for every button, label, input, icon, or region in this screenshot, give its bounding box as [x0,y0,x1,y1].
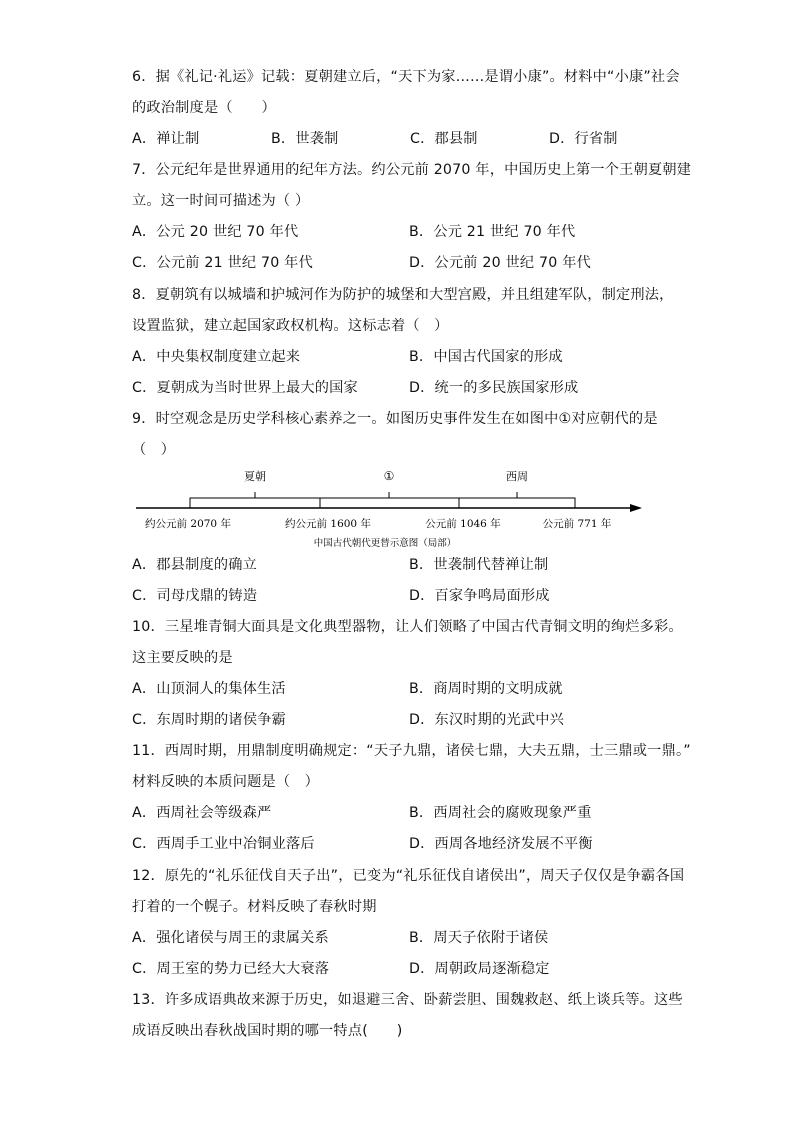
question-6-text: 6．据《礼记·礼运》记载：夏朝建立后，“天下为家……是谓小康”。材料中“小康”社会 [132,69,680,85]
q11-option-d: D．西周各地经济发展不平衡 [409,836,593,852]
q6-option-a: A．禅让制 [132,131,200,147]
q9-option-d: D．百家争鸣局面形成 [409,588,550,604]
q7-option-d: D．公元前 20 世纪 70 年代 [409,255,591,271]
q8-option-c: C．夏朝成为当时世界上最大的国家 [132,380,358,396]
q11-option-c: C．西周手工业中冶铜业落后 [132,836,315,852]
q8-option-a: A．中央集权制度建立起来 [132,349,301,365]
question-11-text-cont: 材料反映的本质问题是（ ） [132,774,320,790]
question-9-text: 9．时空观念是历史学科核心素养之一。如图历史事件发生在如图中①对应朝代的是 [132,411,658,427]
question-10-text: 10．三星堆青铜大面具是文化典型器物，让人们领略了中国古代青铜文明的绚烂多彩。 [132,619,683,635]
brace-1 [320,492,459,508]
q10-option-a: A．山顶洞人的集体生活 [132,681,286,697]
q6-option-c: C．郡县制 [410,131,478,147]
question-8-text-cont: 设置监狱，建立起国家政权机构。这标志着（ ） [132,318,449,334]
segment-label-xia: 夏朝 [244,470,266,483]
q11-option-b: B．西周社会的腐败现象严重 [409,805,592,821]
timeline-arrow-icon [630,504,642,512]
timeline-svg [130,460,660,555]
q10-option-b: B．商周时期的文明成就 [409,681,563,697]
q11-option-a: A．西周社会等级森严 [132,805,272,821]
tick-label-2070bc: 约公元前 2070 年 [145,518,231,530]
tick-label-1046bc: 公元前 1046 年 [425,518,501,530]
question-6-text-cont: 的政治制度是（ ） [132,100,276,116]
q7-option-b: B．公元 21 世纪 70 年代 [409,224,576,240]
dynasty-timeline-figure [130,460,660,555]
question-10-text-cont: 这主要反映的是 [132,650,233,666]
q12-option-d: D．周朝政局逐渐稳定 [409,961,550,977]
question-12-text-cont: 打着的一个幌子。材料反映了春秋时期 [132,899,377,915]
q10-option-d: D．东汉时期的光武中兴 [409,712,565,728]
q8-option-b: B．中国古代国家的形成 [409,349,563,365]
q12-option-b: B．周天子依附于诸侯 [409,930,549,946]
question-7-text: 7．公元纪年是世界通用的纪年方法。约公元前 2070 年，中国历史上第一个王朝夏朝建 [132,162,692,178]
q6-option-b: B．世袭制 [271,131,339,147]
q7-option-c: C．公元前 21 世纪 70 年代 [132,255,313,271]
question-13-text-cont: 成语反映出春秋战国时期的哪一特点( ) [132,1023,403,1039]
brace-western-zhou [459,492,575,508]
brace-xia [190,492,320,508]
question-11-text: 11．西周时期，用鼎制度明确规定：“天子九鼎，诸侯七鼎，大夫五鼎，士三鼎或一鼎。” [132,743,691,759]
q10-option-c: C．东周时期的诸侯争霸 [132,712,286,728]
q9-option-c: C．司母戊鼎的铸造 [132,588,258,604]
question-9-text-cont: （ ） [132,442,176,458]
q8-option-d: D．统一的多民族国家形成 [409,380,579,396]
question-7-text-cont: 立。这一时间可描述为（ ） [132,193,310,209]
q12-option-a: A．强化诸侯与周王的隶属关系 [132,930,329,946]
q12-option-c: C．周王室的势力已经大大衰落 [132,961,330,977]
segment-label-1: ① [383,469,395,483]
q6-option-d: D．行省制 [549,131,618,147]
timeline-caption: 中国古代朝代更替示意图（局部） [313,538,457,549]
q7-option-a: A．公元 20 世纪 70 年代 [132,224,299,240]
tick-label-771bc: 公元前 771 年 [542,518,612,530]
question-8-text: 8．夏朝筑有以城墙和护城河作为防护的城堡和大型宫殿，并且组建军队，制定刑法， [132,287,674,303]
q9-option-a: A．郡县制度的确立 [132,557,258,573]
q9-option-b: B．世袭制代替禅让制 [409,557,549,573]
tick-label-1600bc: 约公元前 1600 年 [285,518,371,530]
question-13-text: 13．许多成语典故来源于历史，如退避三舍、卧薪尝胆、围魏救赵、纸上谈兵等。这些 [132,992,683,1008]
question-12-text: 12．原先的“礼乐征伐自天子出”，已变为“礼乐征伐自诸侯出”，周天子仅仅是争霸各国 [132,868,685,884]
segment-label-western-zhou: 西周 [506,470,528,483]
